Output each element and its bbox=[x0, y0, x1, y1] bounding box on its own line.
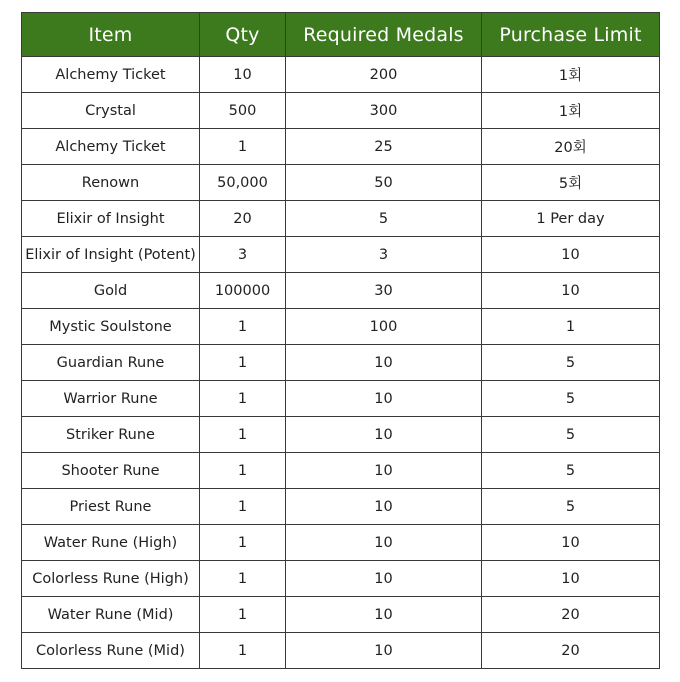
cell-qty: 20 bbox=[200, 201, 286, 237]
cell-qty: 1 bbox=[200, 345, 286, 381]
cell-qty: 1 bbox=[200, 129, 286, 165]
table-row bbox=[22, 453, 660, 489]
table-row bbox=[22, 129, 660, 165]
cell-item: Elixir of Insight bbox=[22, 201, 200, 237]
header-qty: Qty bbox=[200, 13, 286, 57]
cell-required-medals: 10 bbox=[286, 633, 482, 669]
cell-item: Priest Rune bbox=[22, 489, 200, 525]
table-row bbox=[22, 525, 660, 561]
cell-purchase-limit: 5 bbox=[482, 345, 660, 381]
cell-required-medals: 300 bbox=[286, 93, 482, 129]
table-row bbox=[22, 93, 660, 129]
cell-purchase-limit: 5 bbox=[482, 381, 660, 417]
table-row bbox=[22, 417, 660, 453]
cell-required-medals: 10 bbox=[286, 525, 482, 561]
cell-purchase-limit: 20회 bbox=[482, 129, 660, 165]
cell-qty: 1 bbox=[200, 309, 286, 345]
table-body bbox=[22, 57, 660, 669]
cell-required-medals: 30 bbox=[286, 273, 482, 309]
cell-qty: 1 bbox=[200, 525, 286, 561]
cell-qty: 1 bbox=[200, 381, 286, 417]
table-row bbox=[22, 309, 660, 345]
cell-purchase-limit: 10 bbox=[482, 237, 660, 273]
cell-item: Alchemy Ticket bbox=[22, 129, 200, 165]
table-row bbox=[22, 345, 660, 381]
cell-required-medals: 10 bbox=[286, 381, 482, 417]
cell-purchase-limit: 5 bbox=[482, 417, 660, 453]
cell-qty: 10 bbox=[200, 57, 286, 93]
cell-qty: 1 bbox=[200, 417, 286, 453]
cell-qty: 50,000 bbox=[200, 165, 286, 201]
cell-purchase-limit: 20 bbox=[482, 633, 660, 669]
table-row bbox=[22, 597, 660, 633]
cell-qty: 100000 bbox=[200, 273, 286, 309]
cell-purchase-limit: 5 bbox=[482, 453, 660, 489]
cell-required-medals: 10 bbox=[286, 417, 482, 453]
cell-purchase-limit: 10 bbox=[482, 561, 660, 597]
cell-required-medals: 100 bbox=[286, 309, 482, 345]
cell-required-medals: 25 bbox=[286, 129, 482, 165]
cell-required-medals: 10 bbox=[286, 489, 482, 525]
header-item: Item bbox=[22, 13, 200, 57]
cell-required-medals: 10 bbox=[286, 597, 482, 633]
table-row bbox=[22, 561, 660, 597]
cell-purchase-limit: 5 bbox=[482, 489, 660, 525]
cell-item: Elixir of Insight (Potent) bbox=[22, 237, 200, 273]
header-row bbox=[22, 13, 660, 57]
cell-qty: 3 bbox=[200, 237, 286, 273]
table-row bbox=[22, 237, 660, 273]
cell-required-medals: 3 bbox=[286, 237, 482, 273]
cell-purchase-limit: 1 bbox=[482, 309, 660, 345]
cell-item: Striker Rune bbox=[22, 417, 200, 453]
cell-qty: 1 bbox=[200, 597, 286, 633]
cell-purchase-limit: 5회 bbox=[482, 165, 660, 201]
cell-qty: 500 bbox=[200, 93, 286, 129]
table-row bbox=[22, 381, 660, 417]
table-row bbox=[22, 57, 660, 93]
header-required-medals: Required Medals bbox=[286, 13, 482, 57]
cell-purchase-limit: 10 bbox=[482, 525, 660, 561]
cell-purchase-limit: 10 bbox=[482, 273, 660, 309]
cell-qty: 1 bbox=[200, 489, 286, 525]
table-row bbox=[22, 489, 660, 525]
cell-purchase-limit: 1회 bbox=[482, 93, 660, 129]
cell-item: Warrior Rune bbox=[22, 381, 200, 417]
cell-required-medals: 50 bbox=[286, 165, 482, 201]
cell-required-medals: 200 bbox=[286, 57, 482, 93]
table-row bbox=[22, 273, 660, 309]
cell-qty: 1 bbox=[200, 633, 286, 669]
header-purchase-limit: Purchase Limit bbox=[482, 13, 660, 57]
cell-qty: 1 bbox=[200, 561, 286, 597]
cell-qty: 1 bbox=[200, 453, 286, 489]
cell-item: Crystal bbox=[22, 93, 200, 129]
cell-item: Alchemy Ticket bbox=[22, 57, 200, 93]
cell-item: Water Rune (Mid) bbox=[22, 597, 200, 633]
cell-required-medals: 10 bbox=[286, 345, 482, 381]
cell-item: Colorless Rune (High) bbox=[22, 561, 200, 597]
cell-item: Shooter Rune bbox=[22, 453, 200, 489]
cell-purchase-limit: 20 bbox=[482, 597, 660, 633]
table-row bbox=[22, 633, 660, 669]
cell-required-medals: 10 bbox=[286, 453, 482, 489]
cell-purchase-limit: 1 Per day bbox=[482, 201, 660, 237]
cell-required-medals: 5 bbox=[286, 201, 482, 237]
cell-item: Water Rune (High) bbox=[22, 525, 200, 561]
cell-item: Renown bbox=[22, 165, 200, 201]
cell-item: Colorless Rune (Mid) bbox=[22, 633, 200, 669]
cell-item: Gold bbox=[22, 273, 200, 309]
cell-purchase-limit: 1회 bbox=[482, 57, 660, 93]
cell-item: Mystic Soulstone bbox=[22, 309, 200, 345]
cell-item: Guardian Rune bbox=[22, 345, 200, 381]
table-row bbox=[22, 201, 660, 237]
table-row bbox=[22, 165, 660, 201]
cell-required-medals: 10 bbox=[286, 561, 482, 597]
medal-shop-table bbox=[21, 12, 660, 669]
